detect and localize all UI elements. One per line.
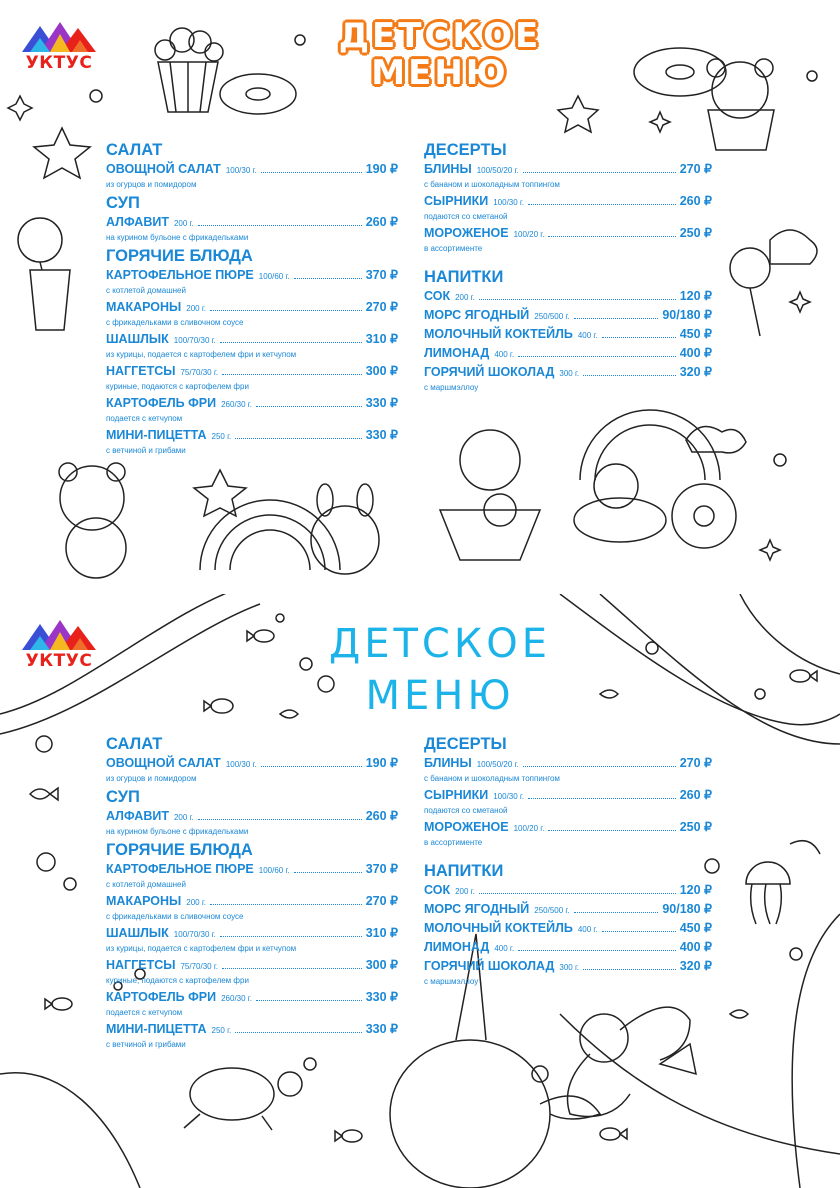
item-name: ГОРЯЧИЙ ШОКОЛАД <box>424 365 555 379</box>
section-gap <box>424 257 712 265</box>
menu-item-line <box>424 288 712 306</box>
menu-item <box>424 307 712 325</box>
dotted-leader <box>602 337 676 338</box>
item-weight: 100/60 г. <box>258 272 290 281</box>
item-name: МОРС ЯГОДНЫЙ <box>424 308 530 322</box>
item-description: из курицы, подается с картофелем фри и кетчупом <box>106 944 297 953</box>
menu-item <box>106 214 398 243</box>
item-price: 260 ₽ <box>679 194 712 208</box>
item-weight: 200 г. <box>186 304 206 313</box>
menu-item <box>106 161 398 190</box>
menu-item-line <box>424 193 712 211</box>
item-price: 330 ₽ <box>365 1022 398 1036</box>
menu-item-line <box>106 989 398 1007</box>
item-price: 260 ₽ <box>679 788 712 802</box>
item-description: на курином бульоне с фрикадельками <box>106 233 249 242</box>
fish-icon <box>790 670 817 682</box>
item-weight: 250/500 г. <box>534 312 570 321</box>
dotted-leader <box>235 438 361 439</box>
bear-cake-icon <box>440 430 540 560</box>
item-weight: 100/20 г. <box>513 824 545 833</box>
item-weight: 200 г. <box>173 813 194 822</box>
fish-icon <box>204 699 233 713</box>
item-weight: 100/20 г. <box>513 230 545 239</box>
menu-item-line <box>424 901 712 919</box>
item-description: в ассортименте <box>424 244 483 253</box>
dotted-leader <box>574 912 659 913</box>
item-weight: 260/30 г. <box>221 400 252 409</box>
item-weight: 100/60 г. <box>258 866 290 875</box>
dotted-leader <box>548 830 675 831</box>
menu-item <box>106 861 398 890</box>
menu-item-line <box>106 893 398 911</box>
star-icon-bottom <box>194 470 246 516</box>
dotted-leader <box>198 819 362 820</box>
item-description: с бананом и шоколадным топпингом <box>424 180 560 189</box>
section-title: СУП <box>106 788 140 806</box>
item-name: СОК <box>424 289 451 303</box>
menu-item <box>424 920 712 938</box>
section-title: НАПИТКИ <box>424 862 504 880</box>
item-price: 270 ₽ <box>679 756 712 770</box>
menu-item-line <box>106 363 398 381</box>
menu-item-line <box>106 161 398 179</box>
dotted-leader <box>479 299 676 300</box>
item-description: с маршмэллоу <box>424 383 479 392</box>
item-price: 250 ₽ <box>679 820 712 834</box>
item-name: МАКАРОНЫ <box>106 894 182 908</box>
menu-item-line <box>424 939 712 957</box>
fish-icon <box>45 998 72 1010</box>
menu-item-line <box>106 331 398 349</box>
item-name: МОРОЖЕНОЕ <box>424 820 509 834</box>
dotted-leader <box>583 375 676 376</box>
item-price: 330 ₽ <box>365 428 398 442</box>
dotted-leader <box>210 904 362 905</box>
menu-column-right <box>424 138 712 396</box>
star-icon-right <box>558 96 598 132</box>
item-weight: 250 г. <box>211 432 232 441</box>
item-name: ГОРЯЧИЙ ШОКОЛАД <box>424 959 555 973</box>
item-description: подаются со сметаной <box>424 212 508 221</box>
item-name: МИНИ-ПИЦЕТТА <box>106 428 207 442</box>
menu-item <box>106 331 398 360</box>
item-price: 260 ₽ <box>365 809 398 823</box>
dotted-leader <box>583 969 676 970</box>
item-weight: 100/50/20 г. <box>476 760 519 769</box>
section-title: ГОРЯЧИЕ БЛЮДА <box>106 247 253 265</box>
item-weight: 250/500 г. <box>534 906 570 915</box>
cupcake-bear-icon <box>707 59 774 150</box>
menu-page-bottom <box>0 594 840 1188</box>
item-description: куриные, подаются с картофелем фри <box>106 382 249 391</box>
dotted-leader <box>528 798 676 799</box>
item-description: с ветчиной и грибами <box>106 1040 186 1049</box>
menu-item-line <box>106 427 398 445</box>
section-title: ГОРЯЧИЕ БЛЮДА <box>106 841 253 859</box>
item-name: АЛФАВИТ <box>106 809 169 823</box>
item-name: МОРОЖЕНОЕ <box>424 226 509 240</box>
menu-item-line <box>424 225 712 243</box>
dotted-leader <box>222 374 362 375</box>
menu-item <box>424 901 712 919</box>
menu-item <box>424 326 712 344</box>
menu-item <box>106 893 398 922</box>
dotted-leader <box>210 310 362 311</box>
item-name: КАРТОФЕЛЬ ФРИ <box>106 396 217 410</box>
item-description: подается с кетчупом <box>106 1008 183 1017</box>
item-description: из огурцов и помидором <box>106 180 197 189</box>
item-price: 310 ₽ <box>365 926 398 940</box>
menu-item-line <box>424 161 712 179</box>
item-description: с котлетой домашней <box>106 880 186 889</box>
item-weight: 400 г. <box>494 350 515 359</box>
item-weight: 400 г. <box>494 944 515 953</box>
menu-item <box>424 225 712 254</box>
item-description: из курицы, подается с картофелем фри и кетчупом <box>106 350 297 359</box>
item-description: в ассортименте <box>424 838 483 847</box>
item-price: 120 ₽ <box>679 289 712 303</box>
menu-item <box>424 755 712 784</box>
item-price: 370 ₽ <box>365 268 398 282</box>
dotted-leader <box>198 225 362 226</box>
item-name: СЫРНИКИ <box>424 194 489 208</box>
item-weight: 300 г. <box>559 369 580 378</box>
menu-item-line <box>424 920 712 938</box>
item-name: ОВОЩНОЙ САЛАТ <box>106 162 221 176</box>
ice-cream-pop-icon <box>730 230 817 336</box>
section-title: НАПИТКИ <box>424 268 504 286</box>
section-title: СУП <box>106 194 140 212</box>
menu-item <box>424 364 712 393</box>
star-icon <box>34 128 90 178</box>
item-price: 90/180 ₽ <box>662 902 712 916</box>
dotted-leader <box>548 236 675 237</box>
dotted-leader <box>261 766 362 767</box>
item-price: 270 ₽ <box>365 300 398 314</box>
dotted-leader <box>256 1000 362 1001</box>
item-name: ШАШЛЫК <box>106 926 169 940</box>
item-weight: 100/50/20 г. <box>476 166 519 175</box>
title-line-2: МЕНЮ <box>365 673 515 719</box>
bunny-icon <box>311 484 379 574</box>
menu-column-right-bottom <box>424 732 712 990</box>
dotted-leader <box>220 936 362 937</box>
item-description: с маршмэллоу <box>424 977 479 986</box>
logo-text: УКТУС <box>25 651 93 671</box>
dotted-leader <box>528 204 676 205</box>
item-price: 400 ₽ <box>679 346 712 360</box>
page-title <box>280 18 600 92</box>
title-line-2: МЕНЮ <box>371 53 509 93</box>
menu-item <box>424 193 712 222</box>
item-price: 270 ₽ <box>679 162 712 176</box>
item-weight: 300 г. <box>559 963 580 972</box>
section-title: ДЕСЕРТЫ <box>424 735 507 753</box>
menu-item-line <box>106 267 398 285</box>
item-weight: 400 г. <box>577 925 598 934</box>
item-description: с фрикадельками в сливочном соусе <box>106 318 244 327</box>
dotted-leader <box>574 318 659 319</box>
dotted-leader <box>479 893 676 894</box>
menu-item-line <box>106 214 398 232</box>
menu-item <box>106 925 398 954</box>
menu-item <box>424 939 712 957</box>
item-name: ОВОЩНОЙ САЛАТ <box>106 756 221 770</box>
menu-item-line <box>106 925 398 943</box>
menu-item-line <box>424 364 712 382</box>
menu-item <box>424 161 712 190</box>
item-description: с котлетой домашней <box>106 286 186 295</box>
menu-item <box>424 288 712 306</box>
item-price: 330 ₽ <box>365 990 398 1004</box>
menu-item <box>106 808 398 837</box>
item-name: СЫРНИКИ <box>424 788 489 802</box>
menu-column-left <box>106 138 398 459</box>
mountain-logo-icon <box>20 20 98 54</box>
item-name: КАРТОФЕЛЬ ФРИ <box>106 990 217 1004</box>
item-price: 300 ₽ <box>365 364 398 378</box>
rainbow-bears-icon <box>574 410 746 548</box>
item-price: 320 ₽ <box>679 959 712 973</box>
menu-item <box>424 345 712 363</box>
menu-item <box>424 819 712 848</box>
dotted-leader <box>523 172 676 173</box>
fish-icon <box>335 1130 362 1142</box>
menu-item <box>424 958 712 987</box>
menu-item-line <box>106 1021 398 1039</box>
dotted-leader <box>220 342 362 343</box>
menu-item <box>106 1021 398 1050</box>
item-name: КАРТОФЕЛЬНОЕ ПЮРЕ <box>106 268 254 282</box>
menu-item-line <box>424 345 712 363</box>
item-price: 450 ₽ <box>679 327 712 341</box>
menu-item <box>106 267 398 296</box>
menu-item <box>106 989 398 1018</box>
dotted-leader <box>261 172 362 173</box>
menu-item-line <box>424 326 712 344</box>
page-title-bottom <box>280 618 600 722</box>
item-weight: 400 г. <box>577 331 598 340</box>
menu-item <box>106 427 398 456</box>
title-line-1: ДЕТСКОЕ <box>338 16 542 56</box>
mountain-logo-icon <box>20 618 98 652</box>
menu-item <box>106 395 398 424</box>
item-price: 270 ₽ <box>365 894 398 908</box>
item-name: СОК <box>424 883 451 897</box>
item-name: АЛФАВИТ <box>106 215 169 229</box>
item-weight: 200 г. <box>173 219 194 228</box>
item-price: 250 ₽ <box>679 226 712 240</box>
item-description: с фрикадельками в сливочном соусе <box>106 912 244 921</box>
item-weight: 100/30 г. <box>225 760 257 769</box>
item-description: с ветчиной и грибами <box>106 446 186 455</box>
popcorn-icon <box>155 28 223 112</box>
item-price: 190 ₽ <box>365 162 398 176</box>
turtle-icon <box>184 1068 302 1130</box>
item-name: КАРТОФЕЛЬНОЕ ПЮРЕ <box>106 862 254 876</box>
menu-item-line <box>106 957 398 975</box>
item-weight: 100/30 г. <box>493 198 525 207</box>
balloon-fries-icon <box>18 218 70 330</box>
dotted-leader <box>256 406 362 407</box>
dotted-leader <box>518 356 676 357</box>
menu-item-line <box>106 861 398 879</box>
section-title: САЛАТ <box>106 735 163 753</box>
dotted-leader <box>518 950 676 951</box>
item-price: 370 ₽ <box>365 862 398 876</box>
title-line-1: ДЕТСКОЕ <box>328 621 552 667</box>
dotted-leader <box>523 766 676 767</box>
dotted-leader <box>235 1032 361 1033</box>
item-price: 260 ₽ <box>365 215 398 229</box>
menu-item-line <box>106 808 398 826</box>
dotted-leader <box>294 872 362 873</box>
menu-item-line <box>424 819 712 837</box>
item-price: 450 ₽ <box>679 921 712 935</box>
item-name: ЛИМОНАД <box>424 940 490 954</box>
item-description: с бананом и шоколадным топпингом <box>424 774 560 783</box>
item-weight: 100/30 г. <box>225 166 257 175</box>
menu-item <box>106 299 398 328</box>
item-weight: 75/70/30 г. <box>180 368 218 377</box>
section-gap <box>424 851 712 859</box>
menu-item <box>424 787 712 816</box>
item-name: МАКАРОНЫ <box>106 300 182 314</box>
menu-item <box>106 755 398 784</box>
uktus-logo-bottom <box>20 618 98 672</box>
section-title: САЛАТ <box>106 141 163 159</box>
section-title: ДЕСЕРТЫ <box>424 141 507 159</box>
item-weight: 260/30 г. <box>221 994 252 1003</box>
item-weight: 200 г. <box>186 898 206 907</box>
menu-item-line <box>106 299 398 317</box>
menu-item <box>106 957 398 986</box>
item-name: НАГГЕТСЫ <box>106 958 176 972</box>
item-weight: 200 г. <box>455 293 475 302</box>
teddy-bear-icon <box>59 463 126 578</box>
item-price: 320 ₽ <box>679 365 712 379</box>
menu-item-line <box>424 958 712 976</box>
item-name: МОЛОЧНЫЙ КОКТЕЙЛЬ <box>424 921 573 935</box>
item-price: 120 ₽ <box>679 883 712 897</box>
item-price: 400 ₽ <box>679 940 712 954</box>
item-name: ШАШЛЫК <box>106 332 169 346</box>
item-name: НАГГЕТСЫ <box>106 364 176 378</box>
item-name: БЛИНЫ <box>424 162 472 176</box>
uktus-logo <box>20 20 98 74</box>
dotted-leader <box>294 278 362 279</box>
jellyfish-icon <box>746 841 820 924</box>
item-name: ЛИМОНАД <box>424 346 490 360</box>
item-name: МИНИ-ПИЦЕТТА <box>106 1022 207 1036</box>
menu-item-line <box>424 787 712 805</box>
menu-item <box>106 363 398 392</box>
item-price: 300 ₽ <box>365 958 398 972</box>
item-name: БЛИНЫ <box>424 756 472 770</box>
donut-icon-right <box>634 48 726 96</box>
menu-item <box>424 882 712 900</box>
item-weight: 75/70/30 г. <box>180 962 218 971</box>
item-weight: 100/70/30 г. <box>173 930 216 939</box>
item-price: 190 ₽ <box>365 756 398 770</box>
item-description: из огурцов и помидором <box>106 774 197 783</box>
item-description: подаются со сметаной <box>424 806 508 815</box>
item-weight: 200 г. <box>455 887 475 896</box>
item-price: 310 ₽ <box>365 332 398 346</box>
item-weight: 100/70/30 г. <box>173 336 216 345</box>
item-price: 90/180 ₽ <box>662 308 712 322</box>
dotted-leader <box>222 968 362 969</box>
item-weight: 100/30 г. <box>493 792 525 801</box>
menu-item-line <box>424 307 712 325</box>
fish-icon <box>600 1128 627 1140</box>
item-weight: 250 г. <box>211 1026 232 1035</box>
item-price: 330 ₽ <box>365 396 398 410</box>
item-description: подается с кетчупом <box>106 414 183 423</box>
item-description: куриные, подаются с картофелем фри <box>106 976 249 985</box>
menu-item-line <box>106 755 398 773</box>
item-name: МОЛОЧНЫЙ КОКТЕЙЛЬ <box>424 327 573 341</box>
dotted-leader <box>602 931 676 932</box>
fish-icon <box>247 630 274 642</box>
menu-item-line <box>106 395 398 413</box>
logo-text: УКТУС <box>25 53 93 73</box>
item-description: на курином бульоне с фрикадельками <box>106 827 249 836</box>
menu-item-line <box>424 755 712 773</box>
item-name: МОРС ЯГОДНЫЙ <box>424 902 530 916</box>
menu-item-line <box>424 882 712 900</box>
menu-column-left-bottom <box>106 732 398 1053</box>
